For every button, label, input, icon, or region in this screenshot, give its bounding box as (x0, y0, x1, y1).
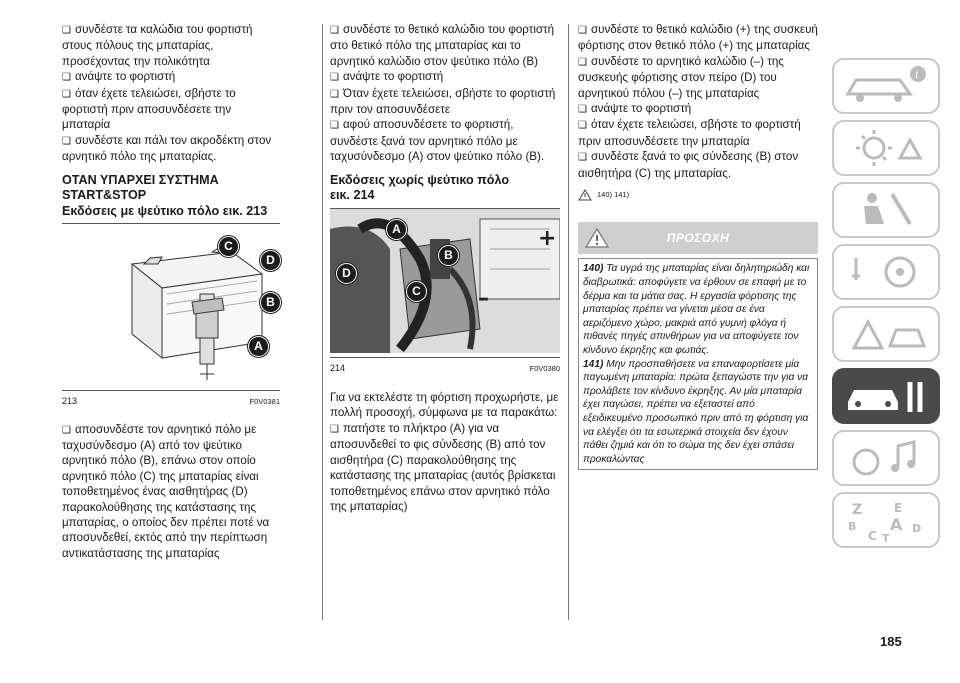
car-info-icon (834, 60, 938, 112)
label-a: A (248, 336, 269, 357)
tab-multimedia[interactable] (832, 430, 940, 486)
paragraph: ❑ συνδέστε το θετικό καλώδιο του φορτιστή στο θετικό πόλο της μπαταρίας και το αρνητικό καλώδιο στον ψεύτικο πόλο (B) (330, 22, 560, 69)
airbag-seat-icon (834, 184, 938, 236)
warning-body (578, 258, 818, 470)
index-icon (834, 494, 938, 546)
index-letter: B (848, 520, 857, 533)
car-maintenance-icon (834, 370, 938, 422)
battery-illustration (62, 224, 280, 386)
warning-triangle-icon (584, 227, 610, 249)
figure-code: F0V0381 (249, 397, 280, 407)
tab-car-info[interactable] (832, 58, 940, 114)
tab-starting-driving[interactable] (832, 244, 940, 300)
paragraph: ❑ Όταν έχετε τελειώσει, σβήστε το φορτιστή πριν τον αποσυνδέσετε (330, 86, 560, 118)
tab-index[interactable] (832, 492, 940, 548)
label-d: D (260, 250, 281, 271)
paragraph: ❑ συνδέστε το θετικό καλώδιο (+) της συσκευή φόρτισης στον θετικό πόλο (+) της μπαταρίας (578, 22, 818, 54)
steering-start-icon (834, 246, 938, 298)
column-3 (578, 22, 818, 470)
page-number: 185 (880, 634, 902, 649)
label-a: A (386, 219, 407, 240)
paragraph: ❑ ανάψτε το φορτιστή (578, 101, 818, 117)
warning-refs: 140) 141) (578, 187, 818, 202)
warning-ref-141: 141) (583, 358, 604, 370)
paragraph: ❑ αποσυνδέστε τον αρνητικό πόλο με ταχυσύνδεσμο (A) από τον ψεύτικο αρνητικό πόλο (B), επάνω στον οποίο αρνητικό πόλο (C) της μπαταρίας είναι τοποθετημένος ένας αισθητήρας (D) παρακολούθησης της κατάστασης της μπαταρίας, ο οποίος δεν πρέπει ποτέ να αποσυνδεθεί, εκτός από την περίπτωση αντικατάστασης της μπαταρίας (62, 422, 280, 562)
paragraph: ❑ συνδέστε το αρνητικό καλώδιο (–) της συσκευής φόρτισης στον πείρο (D) του αρνητικού πόλου (–) της μπαταρίας (578, 54, 818, 101)
warning-header (578, 222, 818, 254)
index-letter: Z (852, 502, 863, 518)
figure-code: F0V0380 (529, 363, 560, 373)
label-b: B (260, 292, 281, 313)
warning-lights-icon (834, 122, 938, 174)
column-2 (330, 22, 560, 514)
multimedia-icon (834, 432, 938, 484)
warning-title: ΠΡΟΣΟΧΗ (666, 230, 730, 245)
tab-emergency[interactable] (832, 306, 940, 362)
paragraph: ❑ ανάψτε το φορτιστή (62, 69, 280, 85)
index-letter: A (890, 515, 903, 534)
tab-warning-lights[interactable] (832, 120, 940, 176)
road-triangle-icon (834, 308, 938, 360)
section-heading: ΟΤΑΝ ΥΠΑΡΧΕΙ ΣΥΣΤΗΜΑ START&STOP Εκδόσεις με ψεύτικο πόλο εικ. 213 (62, 172, 268, 218)
paragraph: ❑ ανάψτε το φορτιστή (330, 69, 560, 85)
paragraph: ❑ συνδέστε ξανά το φις σύνδεσης (B) στον αισθητήρα (C) της μπαταρίας. (578, 149, 818, 181)
column-1 (62, 22, 280, 561)
paragraph: ❑ συνδέστε τα καλώδια του φορτιστή στους πόλους της μπαταρίας, προσέχοντας την πολικότητα (62, 22, 280, 69)
paragraph: ❑ συνδέστε και πάλι τον ακροδέκτη στον αρνητικό πόλο της μπαταρίας. (62, 133, 280, 165)
paragraph: ❑ όταν έχετε τελειώσει, σβήστε το φορτιστή πριν αποσυνδέσετε την μπαταρία (62, 86, 280, 133)
column-divider (568, 24, 569, 620)
warning-triangle-icon (578, 189, 592, 201)
index-letter: T (882, 532, 890, 545)
tab-safety[interactable] (832, 182, 940, 238)
label-b: B (438, 245, 459, 266)
svg-text:–: – (478, 285, 489, 311)
figure-number: 213 (62, 396, 78, 407)
intro-text: Για να εκτελέστε τη φόρτιση προχωρήστε, με πολλή προσοχή, σύμφωνα με τα παρακάτω: (330, 391, 559, 420)
paragraph: ❑ αφού αποσυνδέσετε το φορτιστή, συνδέστε ξανά τον αρνητικό πόλο με ταχυσύνδεσμο (A) στον ψεύτικο πόλο (B). (330, 117, 560, 164)
figure-caption (62, 394, 280, 409)
warning-ref-140: 140) (583, 263, 604, 275)
paragraph: ❑ πατήστε το πλήκτρο (A) για να αποσυνδεθεί το φις σύνδεσης (B) από τον αισθητήρα (C) παρακολούθησης της κατάστασης της μπαταρίας (αυτός βρίσκεται τοποθετημένος επάνω στον αρνητικό πόλο της μπαταρίας) (330, 421, 560, 514)
index-letter: E (894, 501, 903, 515)
warning-text: Μην προσπαθήσετε να επαναφορτίσετε μία παγωμένη μπαταρία: πρώτα ξεπαγώστε την για να προλάβετε τον κίνδυνο έκρηξης. Αν μία μπαταρία έχει παγώσει, πρέπει να εξεταστεί από εξειδικευμένο προσωπικό πριν από τη φόρτιση για να ελέγξει ότι τα εσωτερικά στοιχεία δεν έχουν πάθει ζημιά και ότι το σώμα της δεν έχει σπάσει προκαλώντας (583, 358, 809, 465)
divider (62, 390, 280, 391)
index-letter: C (868, 529, 877, 543)
index-letter: D (912, 522, 922, 535)
paragraph: ❑ όταν έχετε τελειώσει, σβήστε το φορτιστή πριν αποσυνδέσετε την μπαταρία (578, 117, 818, 149)
label-d: D (336, 263, 357, 284)
tab-maintenance[interactable] (832, 368, 940, 424)
section-heading: Εκδόσεις χωρίς ψεύτικο πόλο εικ. 214 (330, 172, 510, 203)
divider (330, 357, 560, 358)
figure-213 (62, 224, 280, 386)
label-c: C (218, 236, 239, 257)
column-divider (322, 24, 323, 620)
figure-number: 214 (330, 362, 346, 373)
warning-text: Τα υγρά της μπαταρίας είναι δηλητηριώδη και διαβρωτικά: αποφύγετε να έρθουν σε επαφή με το δέρμα και τα μάτια σας. Η εργασία φόρτισης της μπαταρίας πρέπει να γίνεται μέσα σε ένα αεριζόμενο χώρο, μακριά από γυμνή φλόγα ή πιθανές πηγές σπινθήρων για να αποφύγετε τον κίνδυνο έκρηξης και φωτιάς. (583, 263, 810, 357)
figure-214 (330, 209, 560, 353)
label-c: C (406, 281, 427, 302)
battery-sensor-photo (330, 209, 560, 353)
svg-text:i: i (915, 68, 919, 81)
svg-text:+: + (538, 225, 557, 251)
figure-caption (330, 361, 560, 376)
